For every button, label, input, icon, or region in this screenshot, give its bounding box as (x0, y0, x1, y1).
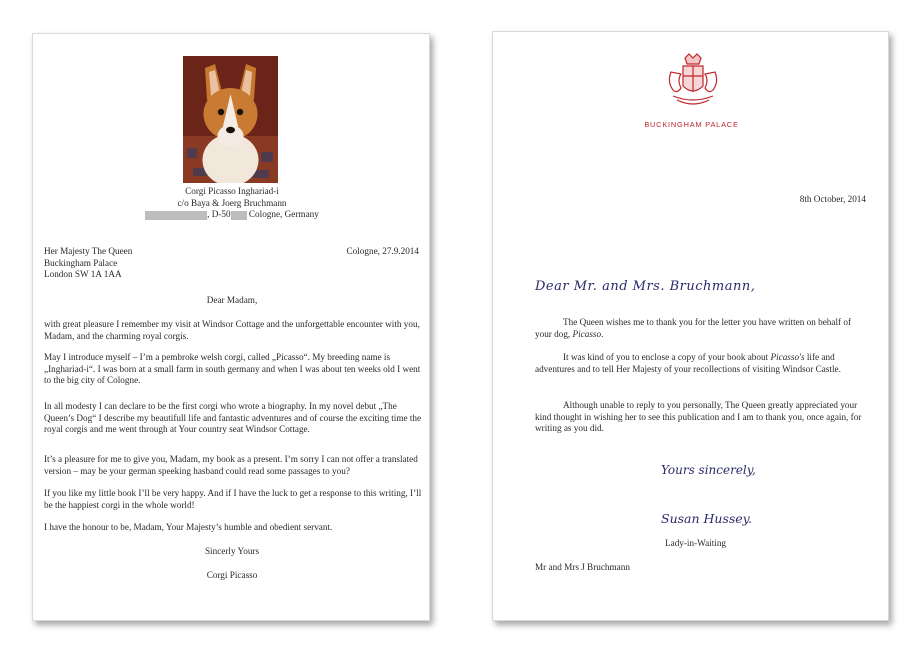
handwritten-salutation: Dear Mr. and Mrs. Bruchmann, (535, 279, 756, 294)
letter-paragraph: May I introduce myself – I’m a pembroke welsh corgi, called „Picasso“. My breeding name is „Inghariad-i“. I was born at a small farm in south germany and when I was about ten weeks old I went to the big city of Cologne. (44, 352, 421, 386)
recipient-line: London SW 1A 1AA (44, 269, 122, 280)
letter-paragraph: I have the honour to be, Madam, Your Majesty’s humble and obedient servant. (44, 522, 333, 532)
reply-recipient: Mr and Mrs J Bruchmann (535, 562, 630, 572)
palace-reply-page (492, 31, 889, 621)
sender-care-of: c/o Baya & Joerg Bruchmann (177, 197, 287, 208)
sender-city: Cologne, Germany (248, 209, 319, 220)
royal-crest-icon (663, 52, 723, 110)
letter-paragraph: If you like my little book I’ll be very happy. And if I have the luck to get a response to this writing, I’ll be the happiest corgi in the whole world! (44, 488, 422, 510)
corgi-photo (183, 56, 278, 183)
letter-paragraph: It’s a pleasure for me to give you, Madam, my book as a present. I’m sorry I can not offer a translated version – may be your german speeking hasband could read some passages to you? (44, 454, 418, 476)
recipient-line: Buckingham Palace (44, 257, 118, 268)
recipient-address (44, 246, 132, 281)
handwritten-closing: Yours sincerely, (661, 463, 756, 477)
handwritten-signature: Susan Hussey. (661, 511, 753, 526)
redacted-street (145, 211, 207, 220)
reply-paragraph: It was kind of you to enclose a copy of your book about Picasso's life and adventures and to tell Her Majesty of your recollections of visiting Windsor Castle. (535, 352, 841, 374)
picasso-letter-page (32, 33, 430, 621)
redacted-postcode (231, 211, 247, 220)
sender-caption (33, 186, 431, 221)
signer-title: Lady-in-Waiting (665, 538, 727, 548)
recipient-line: Her Majesty The Queen (44, 246, 133, 256)
closing: Sincerly Yours (204, 546, 260, 556)
letter-paragraph: with great pleasure I remember my visit at Windsor Cottage and the unforgettable encounter with you, Madam, and the charming royal corgis. (44, 319, 420, 341)
sender-address (33, 209, 431, 221)
place-date: Cologne, 27.9.2014 (346, 246, 419, 256)
reply-date: 8th October, 2014 (799, 194, 866, 204)
salutation: Dear Madam, (206, 295, 258, 305)
letterhead: BUCKINGHAM PALACE (644, 120, 739, 129)
signature: Corgi Picasso (206, 570, 258, 580)
sender-name: Corgi Picasso Inghariad-i (185, 186, 279, 196)
sender-postcode: , D-50 (207, 209, 231, 220)
reply-paragraph: Although unable to reply to you personally, The Queen greatly appreciated your kind thought in wishing her to see this publication and I am to thank you, once again, for writing as you did. (535, 400, 862, 434)
reply-paragraph: The Queen wishes me to thank you for the letter you have written on behalf of your dog, Picasso. (535, 317, 852, 339)
letter-paragraph: In all modesty I can declare to be the first corgi who wrote a biography. In my novel debut „The Queen’s Dog“ I describe my beautifull life and fantastic adventures and of course the exciting time the royal corgis and me went through at Your country seat Windsor Cottage. (44, 401, 422, 435)
